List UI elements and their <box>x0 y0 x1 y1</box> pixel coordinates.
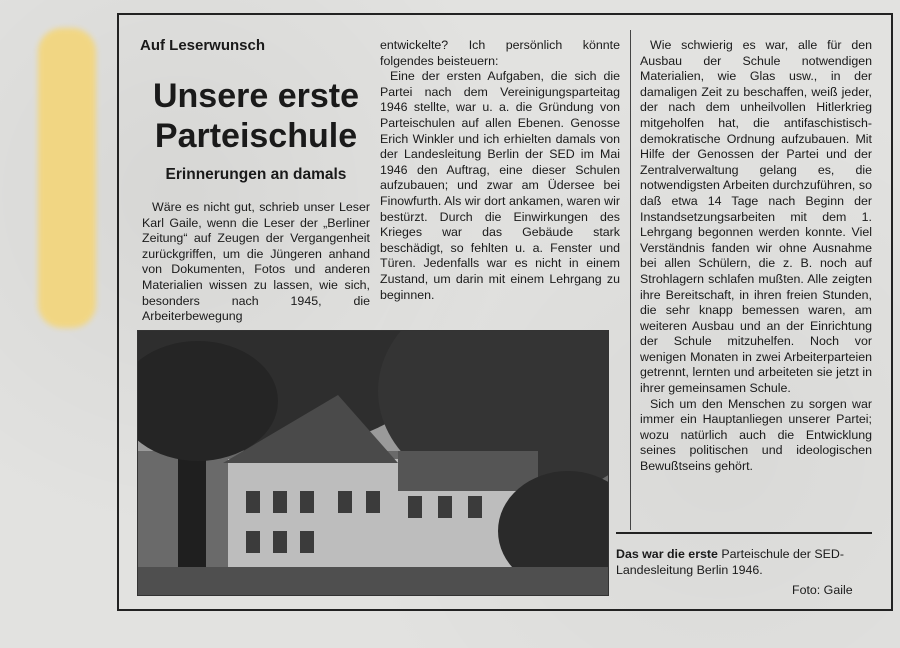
photo-caption <box>616 546 872 578</box>
caption-bold: Das war die erste <box>616 547 718 561</box>
article-headline <box>140 76 372 156</box>
photo-illustration <box>138 331 609 596</box>
caption-text: Parteischule der SED-Landesleitung Berlin 1946. <box>616 547 844 577</box>
school-building-photo <box>137 330 609 596</box>
column-2-paragraph-1: entwickelte? Ich persönlich könnte folgendes beisteuern: <box>380 38 620 68</box>
highlighter-mark <box>38 28 96 328</box>
article-column-1 <box>142 200 370 325</box>
article-column-3 <box>640 38 872 475</box>
photo-credit: Foto: Gaile <box>792 583 853 597</box>
article-column-2 <box>380 38 620 303</box>
column-3-paragraph-2: Sich um den Menschen zu sorgen war immer ein Hauptanliegen unserer Partei; wozu natürlich auch die Entwicklung seines politischen und ideologischen Bewußtseins gehört. <box>640 396 872 474</box>
column-3-paragraph-1: Wie schwierig es war, alle für den Ausbau der Schule notwendigen Materialien, wie Glas usw., in der damaligen Zeit zu beschaffen, weiß jeder, der nach dem unheilvollen Hitlerkrieg mitgeholfen hat, die antifaschistisch-demokratische Ordnung aufzubauen. Mit Hilfe der Genossen der Partei und der Zentralverwaltung gelang es, die notwendigsten Arbeiten durchzuführen, so daß etwa 14 Tage nach Beginn der Instandsetzungsarbeiten mit dem 1. Lehrgang begonnen werden konnte. Viel Verständnis fanden wir ohne Ausnahme bei allen Schülern, die z. B. noch auf Strohlagern schlafen mußten. Alle zeigten ihre Bereitschaft, in ihren freien Stunden, die sehr knapp bemessen waren, am weiteren Ausbau und an der Einrichtung der Schule mitzuhelfen. Noch vor wenigen Monaten in zwei Arbeiterparteien getrennt, lernten und arbeiteten sie jetzt in ihrer gemeinsamen Schule. <box>640 38 872 396</box>
caption-rule <box>616 532 872 534</box>
headline-line-2: Parteischule <box>154 117 358 155</box>
column-2-paragraph-2: Eine der ersten Aufgaben, die sich die Partei nach dem Vereinigungsparteitag 1946 stellte, war u. a. die Gründung von Parteischulen auf allen Ebenen. Genosse Erich Winkler und ich erhielten damals von der Landesleitung Berlin der SED im Mai 1946 den Auftrag, eine dieser Schulen aufzubauen; und zwar am Üdersee bei Finowfurth. Als wir dort ankamen, waren wir bestürzt. Durch die Einwirkungen des Krieges war das Gebäude stark beschädigt, so fehlten u. a. Fenster und Türen. Jedenfalls war es nicht in einem Zustand, um darin mit einem Lehrgang zu beginnen. <box>380 69 620 302</box>
column-1-paragraph: Wäre es nicht gut, schrieb unser Leser Karl Gaile, wenn die Leser der „Berliner Zeitung“ auf Zeugen der Vergangenheit zurückgriffen, um die Jüngeren anhand von Dokumenten, Fotos und anderen Materialien wissen zu lassen, wie sich, besonders nach 1945, die Arbeiterbewegung <box>142 200 370 324</box>
headline-line-1: Unsere erste <box>152 77 359 115</box>
article-kicker: Auf Leserwunsch <box>140 37 266 54</box>
column-divider <box>630 30 631 530</box>
article-subheadline: Erinnerungen an damals <box>165 166 347 183</box>
